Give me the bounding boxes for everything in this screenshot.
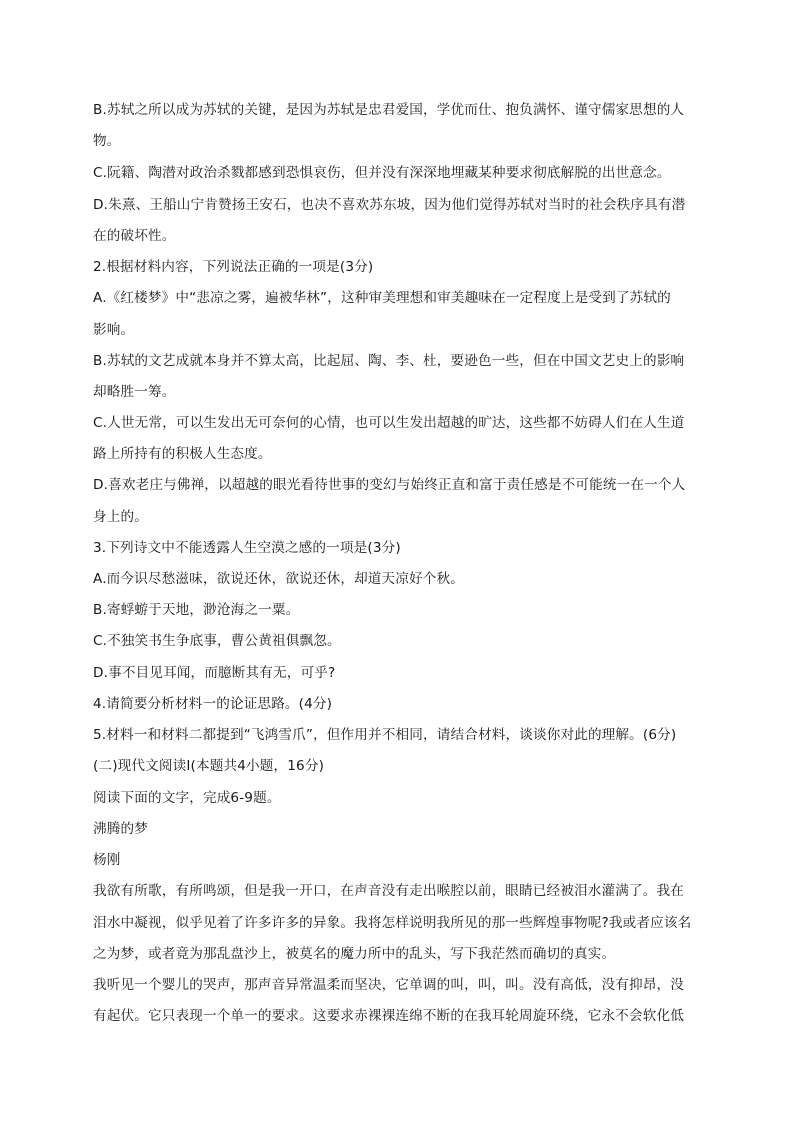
option-d-q2-line-1: D.喜欢老庄与佛禅，以超越的眼光看待世事的变幻与始终正直和富于责任感是不可能统一在一个人: [93, 477, 686, 493]
essay-author: 杨刚: [93, 852, 121, 868]
option-b-q3: B.寄蜉蝣于天地，渺沧海之一粟。: [93, 602, 300, 618]
essay-line-2: 泪水中凝视，似乎见着了许多许多的异象。我将怎样说明我所见的那一些辉煌事物呢?我或者应该名: [93, 915, 692, 931]
question-4: 4.请简要分析材料一的论证思路。(4分): [93, 696, 333, 712]
essay-line-4: 我听见一个婴儿的哭声，那声音异常温柔而坚决，它单调的叫，叫，叫。没有高低，没有抑昂，没: [93, 977, 684, 993]
essay-line-5: 有起伏。它只表现一个单一的要求。这要求赤裸裸连绵不断的在我耳轮周旋环绕，它永不会软化低: [93, 1008, 684, 1024]
option-c-q2-line-2: 路上所持有的积极人生态度。: [93, 446, 272, 462]
question-3-stem: 3.下列诗文中不能透露人生空漠之感的一项是(3分): [93, 540, 401, 556]
option-c-q3: C.不独笑书生争底事，曹公黄祖俱飘忽。: [93, 633, 341, 649]
question-2-stem: 2.根据材料内容，下列说法正确的一项是(3分): [93, 259, 374, 275]
section-heading: (二)现代文阅读Ⅰ(本题共4小题，16分): [93, 758, 325, 774]
option-d-q1-line-1: D.朱熹、王船山宁肯赞扬王安石，也决不喜欢苏东坡，因为他们觉得苏轼对当时的社会秩序具有潜: [93, 197, 686, 213]
option-c-q1: C.阮籍、陶潜对政治杀戮都感到恐惧哀伤，但并没有深深地埋藏某种要求彻底解脱的出世意念。: [93, 165, 671, 181]
option-a-q3: A.而今识尽愁滋味，欲说还休，欲说还休，却道天凉好个秋。: [93, 571, 465, 587]
option-d-q3: D.事不目见耳闻，而臆断其有无，可乎?: [93, 665, 336, 681]
option-b-q1-line-1: B.苏轼之所以成为苏轼的关键，是因为苏轼是忠君爱国，学优而仕、抱负满怀、谨守儒家思想的人: [93, 102, 685, 118]
option-b-q1-line-2: 物。: [93, 133, 121, 149]
reading-instruction: 阅读下面的文字，完成6-9题。: [93, 790, 281, 806]
option-b-q2-line-1: B.苏轼的文艺成就本身并不算太高，比起屈、陶、李、杜，要逊色一些，但在中国文艺史上的影响: [93, 353, 685, 369]
essay-title: 沸腾的梦: [93, 821, 148, 837]
question-5: 5.材料一和材料二都提到“飞鸿雪爪”，但作用并不相同，请结合材料，谈谈你对此的理解。(6分): [93, 727, 677, 743]
option-d-q2-line-2: 身上的。: [93, 509, 148, 525]
essay-line-3: 之为梦，或者竟为那乱盘沙上，被莫名的魔力所中的乱头，写下我茫然而确切的真实。: [93, 946, 616, 962]
option-d-q1-line-2: 在的破坏性。: [93, 228, 176, 244]
option-a-q2-line-1: A.《红楼梦》中“悲凉之雾，遍被华林”，这种审美理想和审美趣味在一定程度上是受到了苏轼的: [93, 290, 671, 306]
option-b-q2-line-2: 却略胜一筹。: [93, 384, 176, 400]
essay-line-1: 我欲有所歌，有所鸣颂，但是我一开口，在声音没有走出喉腔以前，眼睛已经被泪水灌满了。我在: [93, 883, 684, 899]
option-a-q2-line-2: 影响。: [93, 322, 135, 338]
option-c-q2-line-1: C.人世无常，可以生发出无可奈何的心情，也可以生发出超越的旷达，这些都不妨碍人们在人生道: [93, 415, 685, 431]
